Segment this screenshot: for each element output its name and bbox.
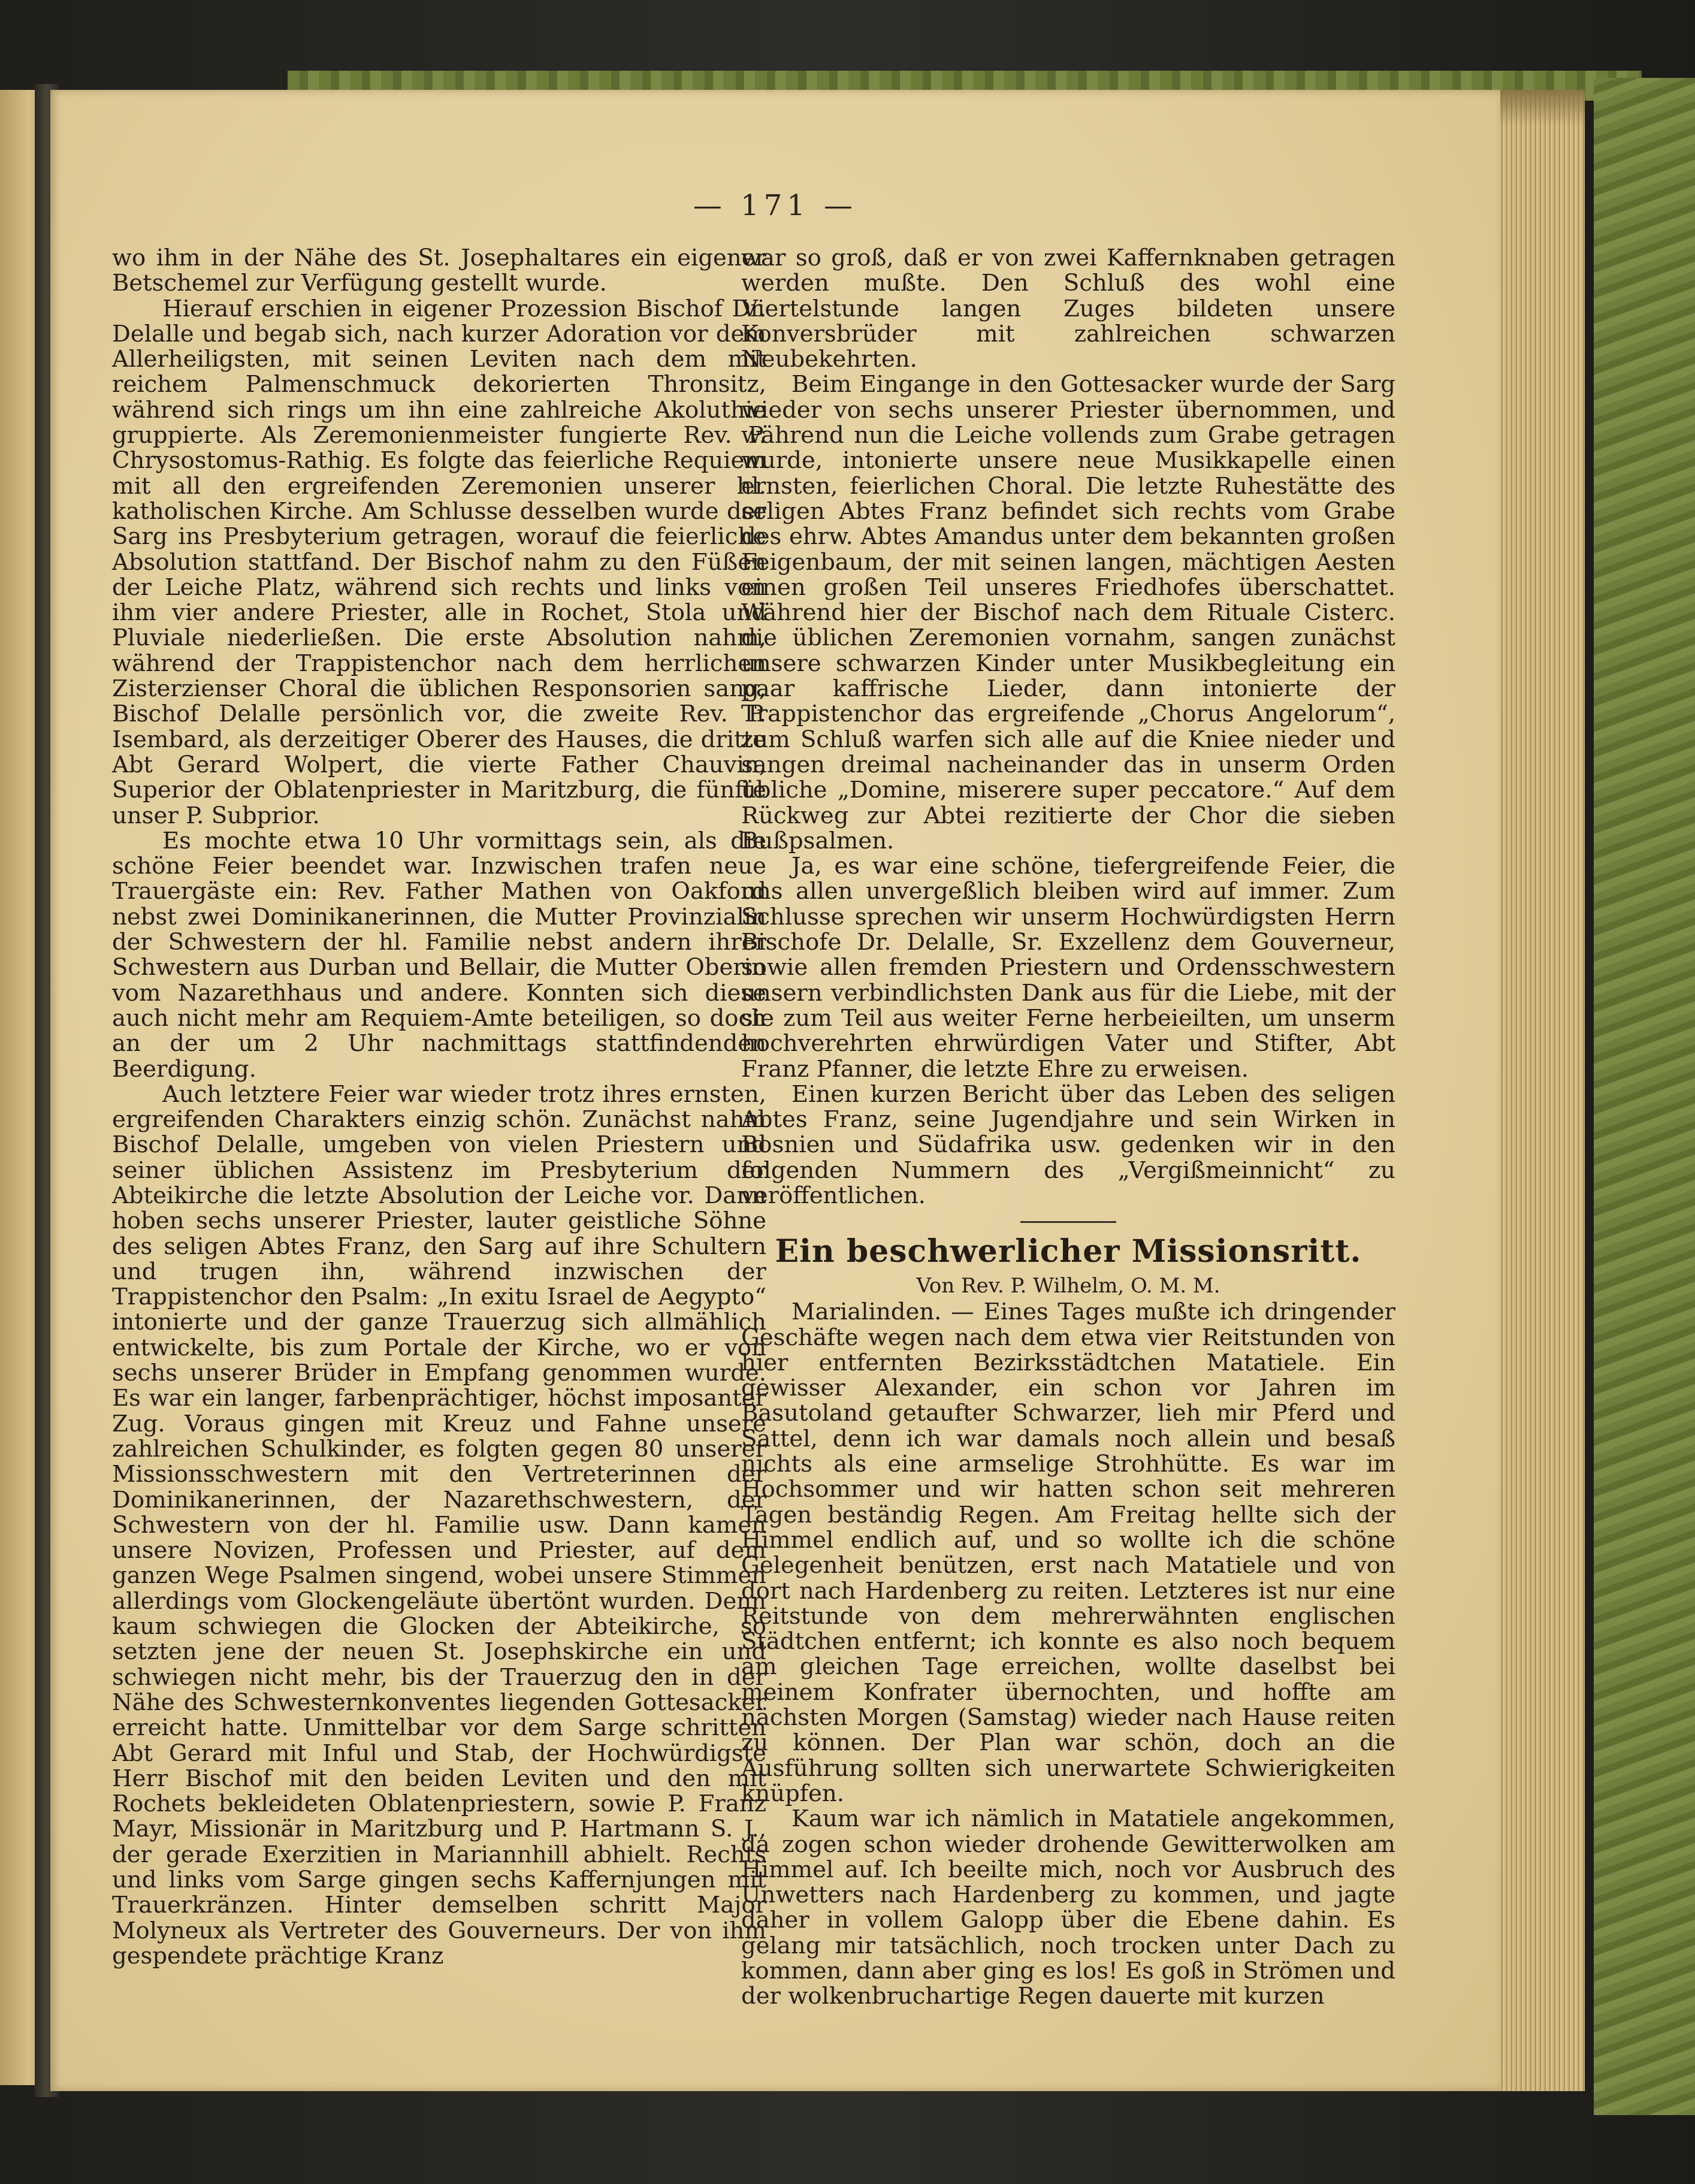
page-stack-shadow: [1495, 90, 1585, 126]
paragraph: Marialinden. — Eines Tages mußte ich dringender Geschäfte wegen nach dem etwa vier Reitstunden von hier entfernten Bezirksstädtchen Matatiele. Ein gewisser Alexander, ein schon vor Jahren im Basutoland getaufter Schwarzer, lieh mir Pferd und Sattel, denn ich war damals noch allein und besaß nichts als eine armselige Strohhütte. Es war im Hochsommer und wir hatten schon seit mehreren Tagen beständig Regen. Am Freitag hellte sich der Himmel endlich auf, und so wollte ich die schöne Gelegenheit benützen, erst nach Matatiele und von dort nach Hardenberg zu reiten. Letzteres ist nur eine Reitstunde von dem mehrerwähnten englischen Städtchen entfernt; ich konnte es also noch bequem am gleichen Tage erreichen, wollte daselbst bei meinem Konfrater übernochten, und hoffte am nächsten Morgen (Samstag) wieder nach Hause reiten zu können. Der Plan war schön, doch an die Ausführung sollten sich unerwartete Schwierigkeiten knüpfen.: [741, 1298, 1395, 1807]
article-title: Ein beschwerlicher Missionsritt.: [775, 1233, 1362, 1270]
right-column-lower-text: [741, 1300, 1395, 2009]
book-cover-side-edge: [1594, 78, 1695, 2115]
paragraph: Es mochte etwa 10 Uhr vormittags sein, als die schöne Feier beendet war. Inzwischen trafen neue Trauergäste ein: Rev. Father Mathen von Oakford nebst zwei Dominikanerinnen, die Mutter Provinzialin der Schwestern der hl. Familie nebst andern ihrer Schwestern aus Durban und Bellair, die Mutter Oberin vom Nazarethhaus und andere. Konnten sich diese auch nicht mehr am Requiem-Amte beteiligen, so doch an der um 2 Uhr nachmittags stattfindenden Beerdigung.: [112, 827, 766, 1083]
paragraph: war so groß, daß er von zwei Kaffernknaben getragen werden mußte. Den Schluß des wohl eine Viertelstunde langen Zuges bildeten unsere Konversbrüder mit zahlreichen schwarzen Neubekehrten.: [741, 244, 1395, 373]
article-byline: Von Rev. P. Wilhelm, O. M. M.: [916, 1274, 1220, 1298]
paragraph: Ja, es war eine schöne, tiefergreifende Feier, die uns allen unvergeßlich bleiben wird auf immer. Zum Schlusse sprechen wir unserm Hochwürdigsten Herrn Bischofe Dr. Delalle, Sr. Exzellenz dem Gouverneur, sowie allen fremden Priestern und Ordensschwestern unsern verbindlichsten Dank aus für die Liebe, mit der sie zum Teil aus weiter Ferne herbeieilten, um unserm hochverehrten ehrwürdigen Vater und Stifter, Abt Franz Pfanner, die letzte Ehre zu erweisen.: [741, 853, 1395, 1083]
paragraph: Beim Eingange in den Gottesacker wurde der Sarg wieder von sechs unserer Priester übernommen, und während nun die Leiche vollends zum Grabe getragen wurde, intonierte unsere neue Musikkapelle einen ernsten, feierlichen Choral. Die letzte Ruhestätte des seligen Abtes Franz befindet sich rechts vom Grabe des ehrw. Abtes Amandus unter dem bekannten großen Feigenbaum, der mit seinen langen, mächtigen Aesten einen großen Teil unseres Friedhofes überschattet. Während hier der Bischof nach dem Rituale Cisterc. die üblichen Zeremonien vornahm, sangen zunächst unsere schwarzen Kinder unter Musikbegleitung ein paar kaffrische Lieder, dann intonierte der Trappistenchor das ergreifende „Chorus Angelorum“, zum Schluß warfen sich alle auf die Kniee nieder und sangen dreimal nacheinander das in unserm Orden übliche „Domine, miserere super peccatore.“ Auf dem Rückweg zur Abtei rezitierte der Chor die sieben Bußpsalmen.: [741, 371, 1395, 854]
paragraph: Hierauf erschien in eigener Prozession Bischof Dr. Delalle und begab sich, nach kurzer Adoration vor dem Allerheiligsten, mit seinen Leviten nach dem mit reichem Palmenschmuck dekorierten Thronsitz, während sich rings um ihn eine zahlreiche Akoluthie gruppierte. Als Zeremonienmeister fungierte Rev. P. Chrysostomus-Rathig. Es folgte das feierliche Requiem mit all den ergreifenden Zeremonien unserer hl. katholischen Kirche. Am Schlusse desselben wurde der Sarg ins Presbyterium getragen, worauf die feierliche Absolution stattfand. Der Bischof nahm zu den Füßen der Leiche Platz, während sich rechts und links von ihm vier andere Priester, alle in Rochet, Stola und Pluviale niederließen. Die erste Absolution nahm, während der Trappistenchor nach dem herrlichen Zisterzienser Choral die üblichen Responsorien sang, Bischof Delalle persönlich vor, die zweite Rev. P. Isembard, als derzeitiger Oberer des Hauses, die dritte Abt Gerard Wolpert, die vierte Father Chauvin, Superior der Oblatenpriester in Maritzburg, die fünfte unser P. Subprior.: [112, 295, 766, 829]
page-number: — 171 —: [693, 189, 858, 222]
left-text-column: [112, 246, 766, 1969]
right-column-upper-text: [741, 246, 1395, 1209]
page-stack-edge: [1495, 90, 1585, 2091]
paragraph: Einen kurzen Bericht über das Leben des seligen Abtes Franz, seine Jugendjahre und sein Wirken in Bosnien und Südafrika usw. gedenken wir in den folgenden Nummern des „Vergißmeinnicht“ zu veröffentlichen.: [741, 1080, 1395, 1209]
right-text-column: [741, 246, 1395, 2010]
paragraph: Auch letztere Feier war wieder trotz ihres ernsten, ergreifenden Charakters einzig schön. Zunächst nahm Bischof Delalle, umgeben von vielen Priestern und seiner üblichen Assistenz im Presbyterium der Abteikirche die letzte Absolution der Leiche vor. Dann hoben sechs unserer Priester, lauter geistliche Söhne des seligen Abtes Franz, den Sarg auf ihre Schultern und trugen ihn, während inzwischen der Trappistenchor den Psalm: „In exitu Israel de Aegypto“ intonierte und der ganze Trauerzug sich allmählich entwickelte, bis zum Portale der Kirche, wo er von sechs unserer Brüder in Empfang genommen wurde. Es war ein langer, farbenprächtiger, höchst imposanter Zug. Voraus gingen mit Kreuz und Fahne unsere zahlreichen Schulkinder, es folgten gegen 80 unserer Missionsschwestern mit den Vertreterinnen der Dominikanerinnen, der Nazarethschwestern, der Schwestern von der hl. Familie usw. Dann kamen unsere Novizen, Professen und Priester, auf dem ganzen Wege Psalmen singend, wobei unsere Stimmen allerdings vom Glockengeläute übertönt wurden. Denn kaum schwiegen die Glocken der Abteikirche, so setzten jene der neuen St. Josephskirche ein und schwiegen nicht mehr, bis der Trauerzug den in der Nähe des Schwesternkonventes liegenden Gottesacker erreicht hatte. Unmittelbar vor dem Sarge schritten Abt Gerard mit Inful und Stab, der Hochwürdigste Herr Bischof mit den beiden Leviten und den mit Rochets bekleideten Oblatenpriestern, sowie P. Franz Mayr, Missionär in Maritzburg und P. Hartmann S. J., der gerade Exerzitien in Mariannhill abhielt. Rechts und links vom Sarge gingen sechs Kaffernjungen mit Trauerkränzen. Hinter demselben schritt Major Molyneux als Vertreter des Gouverneurs. Der von ihm gespendete prächtige Kranz: [112, 1080, 766, 1969]
section-divider: [1020, 1221, 1116, 1223]
book-page: [50, 90, 1500, 2091]
paragraph: Kaum war ich nämlich in Matatiele angekommen, da zogen schon wieder drohende Gewitterwolken am Himmel auf. Ich beeilte mich, noch vor Ausbruch des Unwetters nach Hardenberg zu kommen, und jagte daher in vollem Galopp über die Ebene dahin. Es gelang mir tatsächlich, noch trocken unter Dach zu kommen, dann aber ging es los! Es goß in Strömen und der wolkenbruchartige Regen dauerte mit kurzen: [741, 1805, 1395, 2010]
paragraph: wo ihm in der Nähe des St. Josephaltares ein eigener Betschemel zur Verfügung gestellt wurde.: [112, 244, 766, 297]
